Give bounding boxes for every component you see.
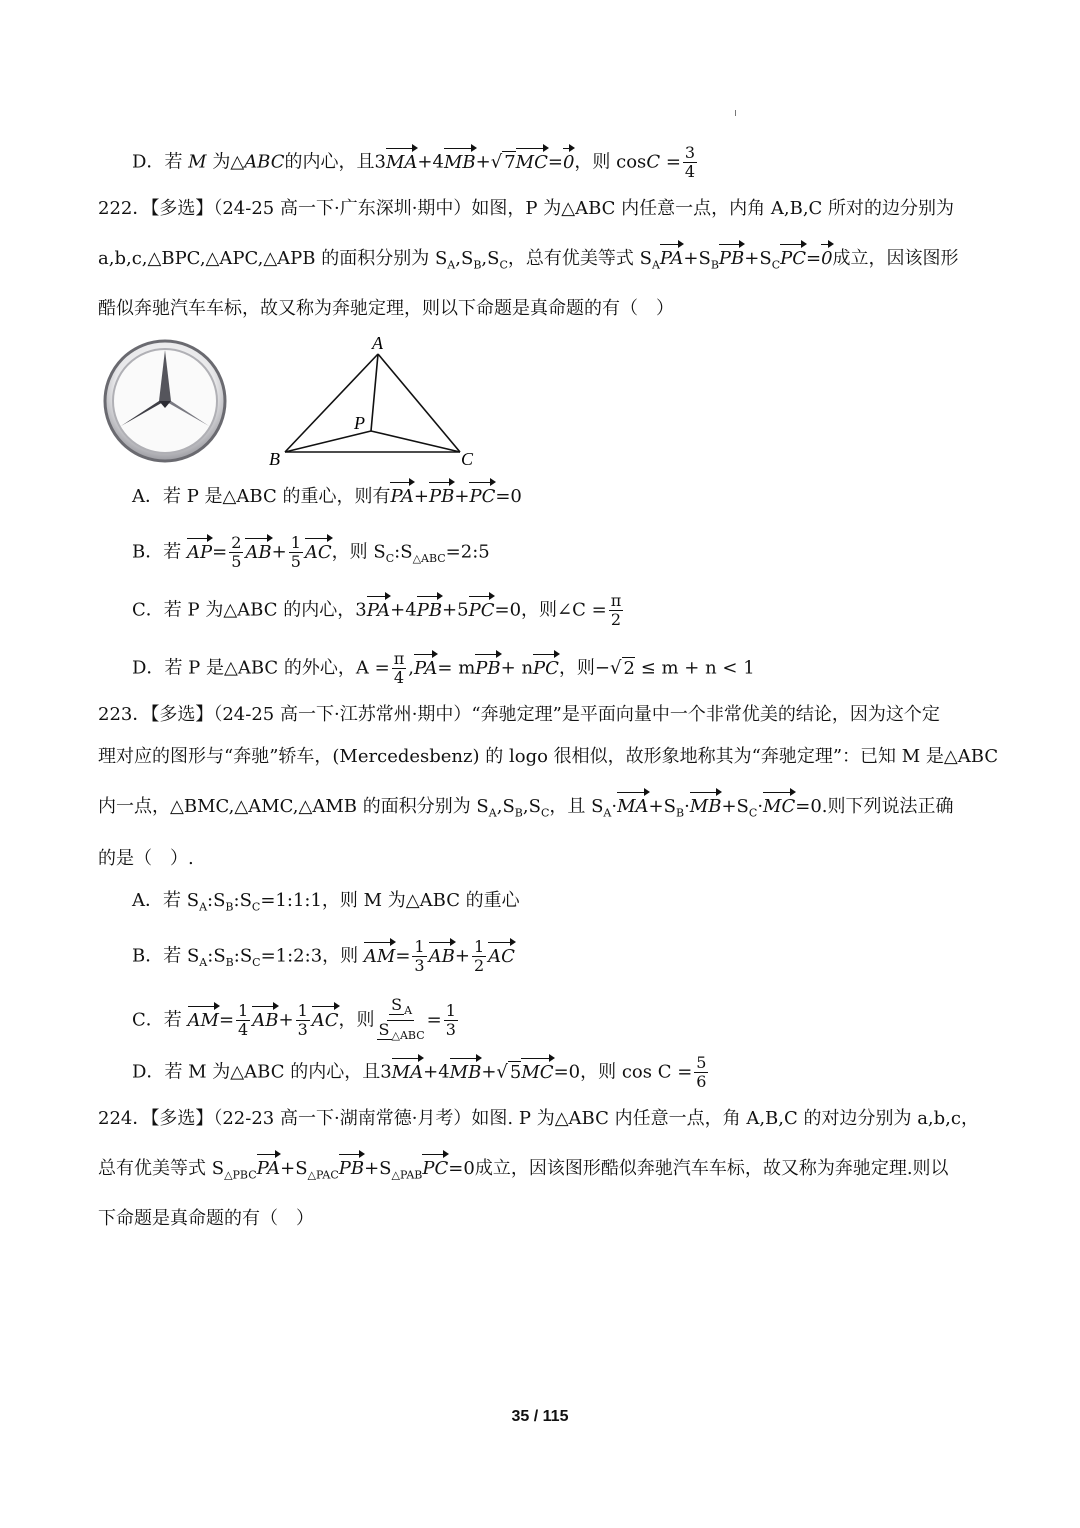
q223-line-1: 223．【多选】（24-25 高一下·江苏常州·期中）“奔驰定理”是平面向量中一个非常优美的结论，因为这个定 — [98, 704, 940, 725]
q223-line-2: 理对应的图形与“奔驰”轿车，(Mercedesbenz) 的 logo 很相似，故形象地称其为“奔驰定理”：已知 M 是△ABC — [98, 746, 999, 767]
q223-line-3: 内一点，△BMC,△AMC,△AMB 的面积分别为 $S_A,S_B,S_C$，且 $S_A\cdot MA+S_B\cdot MB+S_C\cdot MC=0$.则下列说法正确 — [98, 796, 954, 820]
q222-option-c: C．若 P 为△ABC 的内心，3PA+4PB+5PC=0，则∠C = $\frac{\pi}{2}$ — [132, 591, 622, 629]
q224-line-1: 224．【多选】（22-23 高一下·湖南常德·月考）如图. P 为△ABC 内任意一点，角 A,B,C 的对边分别为 a,b,c， — [98, 1108, 979, 1129]
triangle-figure — [265, 334, 485, 470]
q222-line-3: 酷似奔驰汽车车标，故又称为奔驰定理，则以下命题是真命题的有（ ） — [98, 298, 674, 319]
label-A: A — [372, 334, 383, 353]
q224-line-2: 总有优美等式 $S_{\triangle PBC}PA+S_{\triangle PAC}PB+S_{\triangle PAB}PC=0$成立，因该图形酷似奔驰汽车车标，故又称为奔驰定理.则以 — [98, 1158, 949, 1182]
q222-line-1: 222．【多选】（24-25 高一下·广东深圳·期中）如图，P 为△ABC 内任意一点，内角 A,B,C 所对的边分别为 — [98, 198, 955, 219]
mercedes-logo-image — [102, 338, 228, 464]
q224-line-3: 下命题是真命题的有（ ） — [98, 1208, 314, 1229]
label-P: P — [354, 413, 365, 433]
q222-line-2: a,b,c,△BPC,△APC,△APB 的面积分别为 $S_A,S_B,S_C$，总有优美等式 $S_APA+S_BPB+S_CPC=0$成立，因该图形 — [98, 248, 959, 272]
q223-option-d: D．若 M 为△ABC 的内心，且3MA+4MB+√ 5MC=0，则 cos C = $\frac{5}{6}$ — [132, 1053, 707, 1091]
label-B: B — [269, 449, 280, 469]
label-C: C — [461, 449, 474, 469]
scan-mark — [735, 110, 736, 116]
page-number: 35 / 115 — [511, 1408, 569, 1425]
q221-option-d: D．若 M 为△ABC的内心，且3MA+4MB+√ 7MC=0，则 cosC = $\frac{3}{4}$ — [132, 143, 696, 181]
q222-option-d: D．若 P 是△ABC 的外心，A = $\frac{\pi}{4}$ ,PA= mPB+ nPC，则−√ 2 ≤ m + n < 1 — [132, 649, 755, 687]
q223-line-4: 的是（ ）. — [98, 848, 194, 869]
q223-option-b: B．若 $S_A:S_B:S_C=1:2:3$，则 AM= $\frac{1}{3}$ AB+ $\frac{1}{2}$ AC — [132, 937, 515, 975]
q222-option-a: A．若 P 是△ABC 的重心，则有PA+PB+PC=0 — [132, 484, 522, 510]
q223-option-c: C．若 AM= $\frac{1}{4}$ AB+ $\frac{1}{3}$ AC，则 $\frac{S _A}{S _{\triangle ABC}}$ = $\frac{1}{3}$ — [132, 995, 456, 1043]
q223-option-a: A．若 $S_A:S_B:S_C=1:1:1$，则 M 为△ABC 的重心 — [132, 890, 520, 914]
q222-option-b: B．若 AP= $\frac{2}{5}$ AB+ $\frac{1}{5}$ AC，则 $S_C:S_{\triangle ABC}=2:5$ — [132, 533, 490, 571]
